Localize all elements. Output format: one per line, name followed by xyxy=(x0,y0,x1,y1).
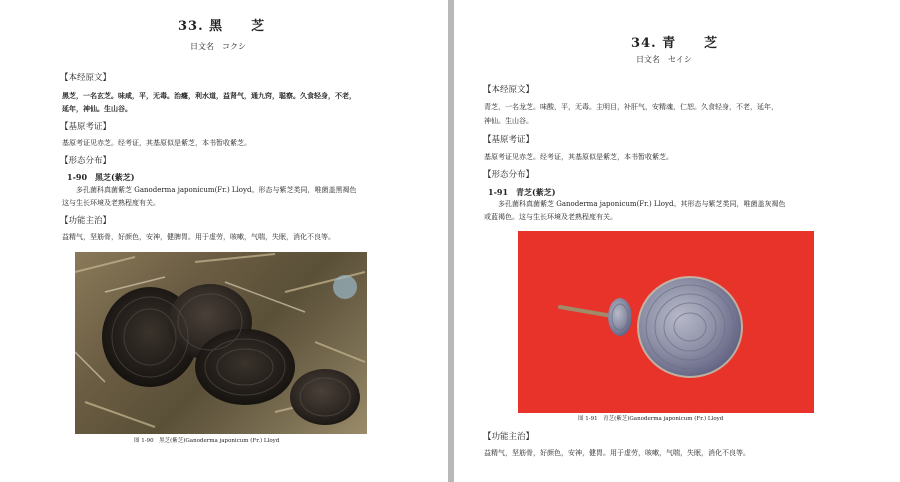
section-heading-morphology: 【形态分布】 xyxy=(483,170,535,180)
section-heading-original-text: 【本经原文】 xyxy=(60,73,112,83)
japanese-name: 日文名 コクシ xyxy=(190,42,246,51)
section-heading-original-text: 【本经原文】 xyxy=(483,85,535,95)
section-heading-function: 【功能主治】 xyxy=(60,216,112,226)
morphology-text-line-2: 这与生长环境及老熟程度有关。 xyxy=(62,199,160,207)
mushroom-illustration xyxy=(75,252,367,434)
function-text: 益精气，坚筋骨，好颜色，安神，健脾胃。用于虚劳，咳嗽，气喘，失眠，消化不良等。 xyxy=(62,233,335,241)
section-heading-origin: 【基原考证】 xyxy=(60,122,112,132)
morphology-text-line-1: 多孔菌科真菌紫芝 Ganoderma japonicum(Fr.) Lloyd。形态与紫芝类同，唯菌盖黑褐色 xyxy=(76,186,357,194)
section-heading-morphology: 【形态分布】 xyxy=(60,156,112,166)
page-title: 34. 青 芝 xyxy=(631,36,719,51)
mushroom-photo-blue-ganoderma xyxy=(518,231,814,413)
mushroom-illustration xyxy=(518,231,814,413)
figure-title: 1-90 黑芝(紫芝) xyxy=(67,172,135,182)
morphology-text-line-2: 或蓝褐色。这与生长环境及老熟程度有关。 xyxy=(484,213,617,221)
figure-caption: 图 1-90 黑芝(紫芝)Ganoderma japonicum (Fr.) Lloyd xyxy=(134,438,280,444)
section-heading-origin: 【基原考证】 xyxy=(483,135,535,145)
figure-caption: 图 1-91 青芝(紫芝)Ganoderma japonicum (Fr.) Lloyd xyxy=(578,416,724,422)
original-text-line-1: 黑芝，一名玄芝。味咸，平，无毒。治癃，利水道，益肾气，通九窍，聪察。久食轻身，不老， xyxy=(62,91,356,100)
right-page xyxy=(454,0,900,482)
origin-text: 基原考证见赤芝。经考证，其基原似是紫芝，本书暂收紫芝。 xyxy=(484,153,673,161)
figure-title: 1-91 青芝(紫芝) xyxy=(488,187,556,197)
section-heading-function: 【功能主治】 xyxy=(483,432,535,442)
original-text-line-1: 青芝，一名龙芝。味酸，平，无毒。主明目，补肝气，安精魂，仁恕。久食轻身，不老，延年， xyxy=(484,103,778,111)
page-title: 33. 黑 芝 xyxy=(178,19,266,34)
function-text: 益精气，坚筋骨，好颜色，安神，健胃。用于虚劳，咳嗽，气喘，失眠，消化不良等。 xyxy=(484,449,750,457)
original-text-line-2: 延年，神仙。生山谷。 xyxy=(62,104,132,113)
mushroom-photo-black-ganoderma xyxy=(75,252,367,434)
japanese-name: 日文名 セイシ xyxy=(636,55,692,64)
original-text-line-2: 神仙。生山谷。 xyxy=(484,117,533,125)
left-page xyxy=(0,0,448,482)
origin-text: 基原考证见赤芝。经考证，其基原似是紫芝，本书暂收紫芝。 xyxy=(62,139,251,147)
morphology-text-line-1: 多孔菌科真菌紫芝 Ganoderma japonicum(Fr.) Lloyd。其形态与紫芝类同，唯菌盖灰褐色 xyxy=(498,200,786,208)
